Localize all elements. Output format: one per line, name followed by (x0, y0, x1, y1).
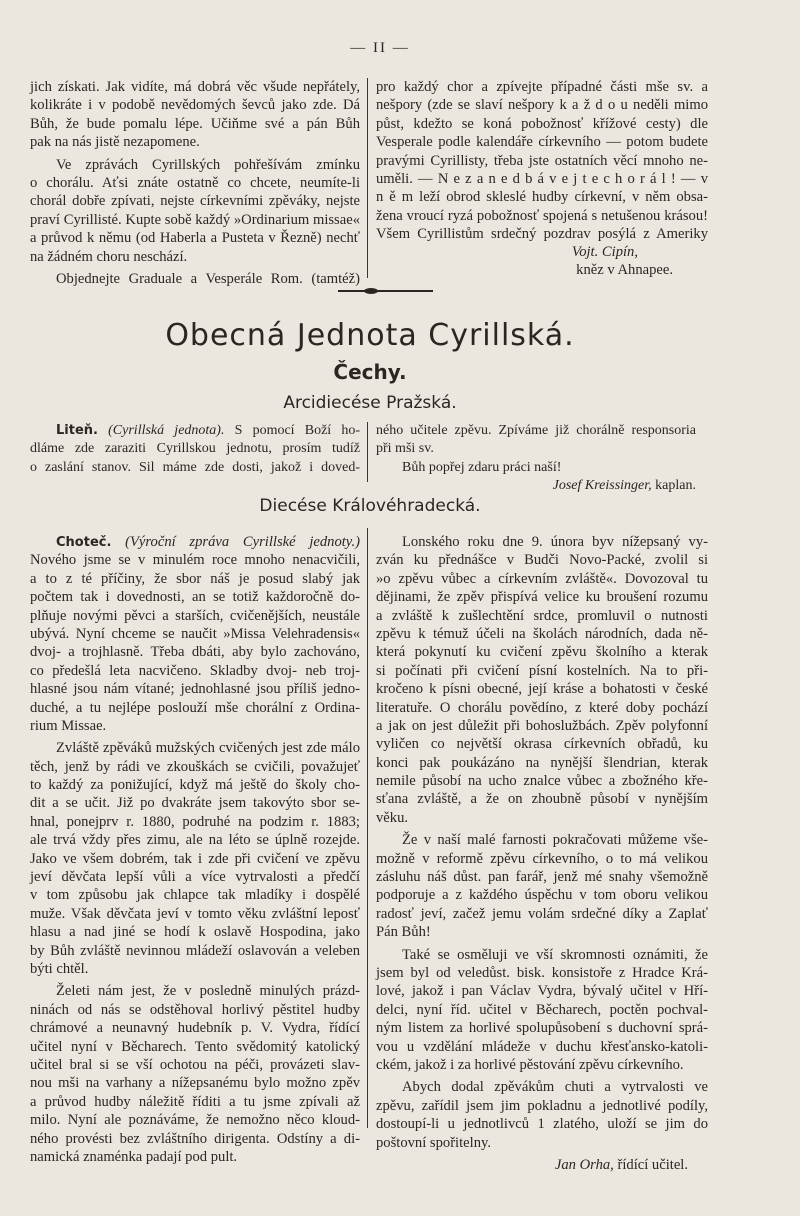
text-line: Bůh, že bude pomalu lépe. Učiňme své a pán Bůh (30, 115, 360, 132)
text-line: plňuje novými pěvci a starších, cvičenějších, neustále (30, 607, 360, 624)
text-line: zpěvu, zařídil jsem jim pokladnu a jednotlivé podíly, (376, 1097, 708, 1114)
text-line: radosť jeví, začež jemu volám srdečné díky a Zaplať (376, 905, 708, 922)
liten-right (376, 422, 696, 496)
top-left-column (30, 78, 360, 288)
closing-line: Bůh popřej zdaru práci naší! (402, 459, 562, 475)
signature-name: Vojt. Cipín, (571, 244, 638, 260)
text-line: Také se osměluji ve vší skromnosti oznámiti, že (402, 946, 708, 963)
text-line: na žádném choru neschází. (30, 248, 188, 265)
text-line: n ě m leží obrod skleslé hudby církevní, v něm obsa- (376, 189, 708, 206)
text-line: a to z té příčiny, že sbor náš je posud slabý jak (30, 570, 360, 587)
top-right-column (376, 78, 708, 244)
bottom-left-column (30, 533, 360, 1166)
text-line: počtem tak i dovednosti, an se totiž každoročně do- (30, 589, 360, 606)
text-line: Želeti nám jest, že v posledně minulých prázd- (56, 983, 360, 1000)
text-line: vyličen co největší okrasa církevních obřadů, ku (376, 736, 708, 753)
text-line: konci pak poukázáno na nynější šlendrian, kterak (376, 754, 708, 771)
diocese-heading-prague: Arcidiecése Pražská. (283, 393, 457, 413)
text-line: těch, jenž by rádi ve zkouškách se cvičili, považujeť (30, 758, 360, 775)
text-line: sťana zvláště, a že on zhoubně působí v nynějším (376, 791, 708, 808)
text-line: Že v naší malé farnosti pokračovati můžeme vše- (402, 832, 708, 849)
text-line: a jak on jest důležit při bohoslužbách. Zpěv polyfonní (376, 717, 708, 734)
text-line: zpěvu k témuž účeli na školách národních, dada ně- (376, 625, 708, 642)
text-line: nou mši na varhany a nížepsanému bylo možno zpěv (30, 1075, 360, 1092)
text-line: Jako ve všem dobrém, tak i zde při cvičení ve zpěvu (30, 850, 360, 867)
text-line: Pán Bůh! (376, 924, 431, 941)
section-title: Obecná Jednota Cyrillská. (165, 318, 575, 353)
text-line: při mši sv. (376, 441, 434, 457)
text-line: jich získati. Jak vidíte, má dobrá věc všude nepřátely, (30, 79, 360, 95)
text-line: delci, nyní říd. učitel v Běcharech, poctěn pochval- (376, 1001, 708, 1018)
text-line: hlasu a nad jiné se hodí k oslavě Hospodina, jako (30, 924, 360, 941)
text-line: lové, jakož i pan Václav Vydra, bývalý učitel v Hří- (376, 983, 708, 1000)
text-line: ale trvá vždy přes zimu, ale na léto se úplně rozejde. (30, 832, 360, 849)
paragraph (30, 270, 360, 288)
text-line: nešpory (zde se slaví nešpory k a ž d o u neděli mimo (376, 97, 708, 114)
text-line: půst, kdežto se koná pobožnosť křížové cesty) dle (376, 115, 708, 132)
text-line: pro každý chor a zpívejte případné části mše sv. a (376, 79, 708, 95)
paragraph (376, 533, 708, 827)
text-line: a průvod hudby náležitě říditi a tu jsme zpívali až (30, 1093, 360, 1110)
paragraph (30, 156, 360, 266)
text-line: kolikráte i v podobě nevědomých ševců jako zde. Dá (30, 97, 360, 114)
text-line: učitel nyní v Běcharech. Tento svědomitý katolický (30, 1038, 360, 1055)
text-line: dit a se učit. Již po dvakráte jsem takovýto sbor se- (30, 795, 360, 812)
text-line: ného učitele zpěvu. Zpíváme již chorálně responsoria (376, 423, 696, 438)
text-line: si počínati při cvičení písní kostelních. Na to při- (376, 662, 708, 679)
text-line: možně v reformě zpěvu církevního, o to má velikou (376, 850, 708, 867)
text-line: dvoj- a trojhlasně. Třeba dbáti, aby bylo zachováno, (30, 644, 360, 661)
source-note: (Cyrillská jednota). (108, 423, 225, 438)
text-line: co předešlá leta nacvičeno. Skladby dvoj- neb troj- (30, 662, 360, 679)
paragraph (30, 739, 360, 978)
text-line: Zvláště zpěváků mužských cvičených jest zde málo (56, 740, 360, 757)
bottom-right-column (376, 533, 708, 1174)
text-line: ubývá. Nyní chceme se naučit »Missa Velehradensis« (30, 625, 360, 642)
column-rule (367, 78, 368, 278)
paragraph (376, 78, 708, 244)
paragraph (376, 1078, 708, 1152)
text-line: Objednejte Graduale a Vesperále Rom. (tamtéž) (56, 270, 360, 287)
text-line: ckém, jakož i za horlivé pěstování zpěvu církevního. (376, 1056, 684, 1073)
text-line: učitel bral si se vší ochotou na péči, provázeti slav- (30, 1056, 360, 1073)
paragraph (376, 831, 708, 941)
text-line: Abych dodal zpěvákům chuti a vytrvalosti ve (402, 1079, 708, 1096)
text-line: a zvláště k zušlechtění srdce, promluvil o nutnosti (376, 607, 708, 624)
text-line: Nového jsme se v minulém roce mnoho nenacvičili, (30, 552, 360, 569)
text-line: jeví děvčata lepší vůli a více vytrvalosti a předčí (30, 869, 360, 886)
text-line: Vesperale podle kalendáře církevního — potom budete (376, 134, 708, 151)
text-line: chrámové a neunavný hudebník p. V. Vydra, řídící (30, 1020, 360, 1037)
text-line: ného provésti bez zvláštního dirigenta. Odstíny a di- (30, 1130, 360, 1147)
text-line: ninách od nás se odstěhoval horlivý pěstitel hudby (30, 1001, 360, 1018)
text-line: žena vroucí ryzá pobožnosť spojená s netušenou krásou! (376, 207, 708, 224)
text-line: praví Cyrillisté. Kupte sobě každý »Ordinarium missae« (30, 211, 360, 228)
text-line: uměli. — N e z a n e d b á v e j t e c h o r á l ! — v (376, 170, 708, 187)
text-line: duché, a tu nejlépe poslouží mše chorální z Ordina- (30, 699, 360, 716)
text-line: by Bůh zvláště nevinnou mládeží oslavován a veleben (30, 942, 360, 959)
text-line: S pomocí Boží ho- (234, 423, 360, 438)
signature-title: kněz v Ahnapee. (576, 262, 673, 279)
text-line: v tom způsobu jak chlapce tak mladíky i dospělé (30, 887, 360, 904)
text-line: hnal, ponejprv r. 1880, podruhé na podzim r. 1883; (30, 813, 360, 830)
text-line: hlasné jsou nám vítané; jednohlasné jsou příliš jedno- (30, 681, 360, 698)
top-signature (376, 243, 708, 280)
text-line: Lonského roku dne 9. února byv nížepsaný vy- (402, 534, 708, 550)
column-rule (367, 528, 368, 1128)
ornamental-divider (338, 290, 433, 292)
text-line: muže. Však děvčata jeví v tomto věku zvláštní leposť (30, 905, 360, 922)
signature-name: Josef Kreissinger, (552, 478, 652, 494)
text-line: pravými Cyrillisty, třeba jste ostatních věcí mnoho ne- (376, 152, 708, 169)
text-line: »o zpěvu vůbec a církevním zvláště«. Dovozoval tu (376, 570, 708, 587)
text-line: zván ku přednášce v Budči Novo-Packé, zvolil si (376, 552, 708, 569)
paragraph (30, 551, 360, 735)
text-line: dostoupí-li u jednotlivců 1 zlatého, uloží se jim do (376, 1116, 708, 1133)
region-heading: Čechy. (333, 360, 407, 384)
text-line: namická znaménka padají pod pult. (30, 1148, 238, 1165)
text-line: zásluhu náš důst. pan farář, jenž mé snahy všemožně (376, 869, 708, 886)
text-line: která pokynutí ku cvičení zpěvu školního a kterak (376, 644, 708, 661)
text-line: vou u vzdělání mládeže v duchu křesťansko-katoli- (376, 1038, 708, 1055)
text-line: podporuje a z každého úspěchu v tom oboru velikou (376, 887, 708, 904)
source-note: (Výroční zpráva Cyrillské jednoty.) (125, 534, 360, 550)
page-number: — II — (350, 40, 410, 56)
signature-title: kaplan. (655, 478, 696, 494)
text-line: milo. Nyní ale poznáváme, že nemožno něco kloud- (30, 1112, 360, 1129)
text-line: býti chtěl. (30, 960, 89, 977)
text-line: dějinami, že zpěv přispívá velice ku broušení rozumu (376, 589, 708, 606)
paragraph (30, 982, 360, 1166)
liten-left (30, 422, 360, 477)
text-line: ným listem za horlivé spolupůsobení s duchovní sprá- (376, 1020, 708, 1037)
text-line: a průvod k němu (od Haberla a Pusteta v Řezně) nechť (30, 230, 360, 247)
text-line: o chorálu. Aťsi znáte ostatně co chcete, neumíte-li (30, 174, 360, 191)
text-line: to každý za ponižující, když má ještě do školy cho- (30, 777, 360, 794)
text-line: kročeno k písni obecné, její kráse a bohatosti v české (376, 681, 708, 698)
column-rule (367, 422, 368, 482)
text-line: rium Missae. (30, 717, 107, 734)
paragraph (30, 78, 360, 152)
text-line: poštovní spořitelny. (376, 1134, 491, 1151)
diocese-heading-hradec: Diecése Královéhradecká. (259, 496, 481, 516)
text-line: pak na nás jistě nezapomene. (30, 134, 200, 151)
text-line: jsem byl od veledůst. bisk. konsistoře z Hradce Krá- (376, 964, 708, 981)
text-line: literatuře. O chorálu povědíno, z které doby pochází (376, 699, 708, 716)
text-line: Všem Cyrillistům srdečný pozdrav posýlá z Ameriky (376, 226, 708, 243)
signature-name: Jan Orha, (554, 1156, 614, 1173)
paragraph (376, 946, 708, 1075)
text-line: Ve zprávách Cyrillských pohřešívám zmínku (56, 156, 360, 173)
text-line: nemile působí na ucho znalce vůbec a zbožného kře- (376, 773, 708, 790)
text-line: věku. (376, 809, 409, 826)
signature-title: řídící učitel. (617, 1156, 688, 1173)
text-line: chorál dobře zpívati, nejste církevními zpěváky, nejste (30, 193, 360, 210)
place-name: Liteň. (56, 423, 98, 438)
text-line: dláme zde zaraziti Cyrillskou jednotu, prosím tudíž (30, 441, 360, 457)
place-name: Choteč. (56, 535, 112, 550)
text-line: o zaslání stanov. Sil máme zde dosti, jakož i doved- (30, 459, 360, 475)
